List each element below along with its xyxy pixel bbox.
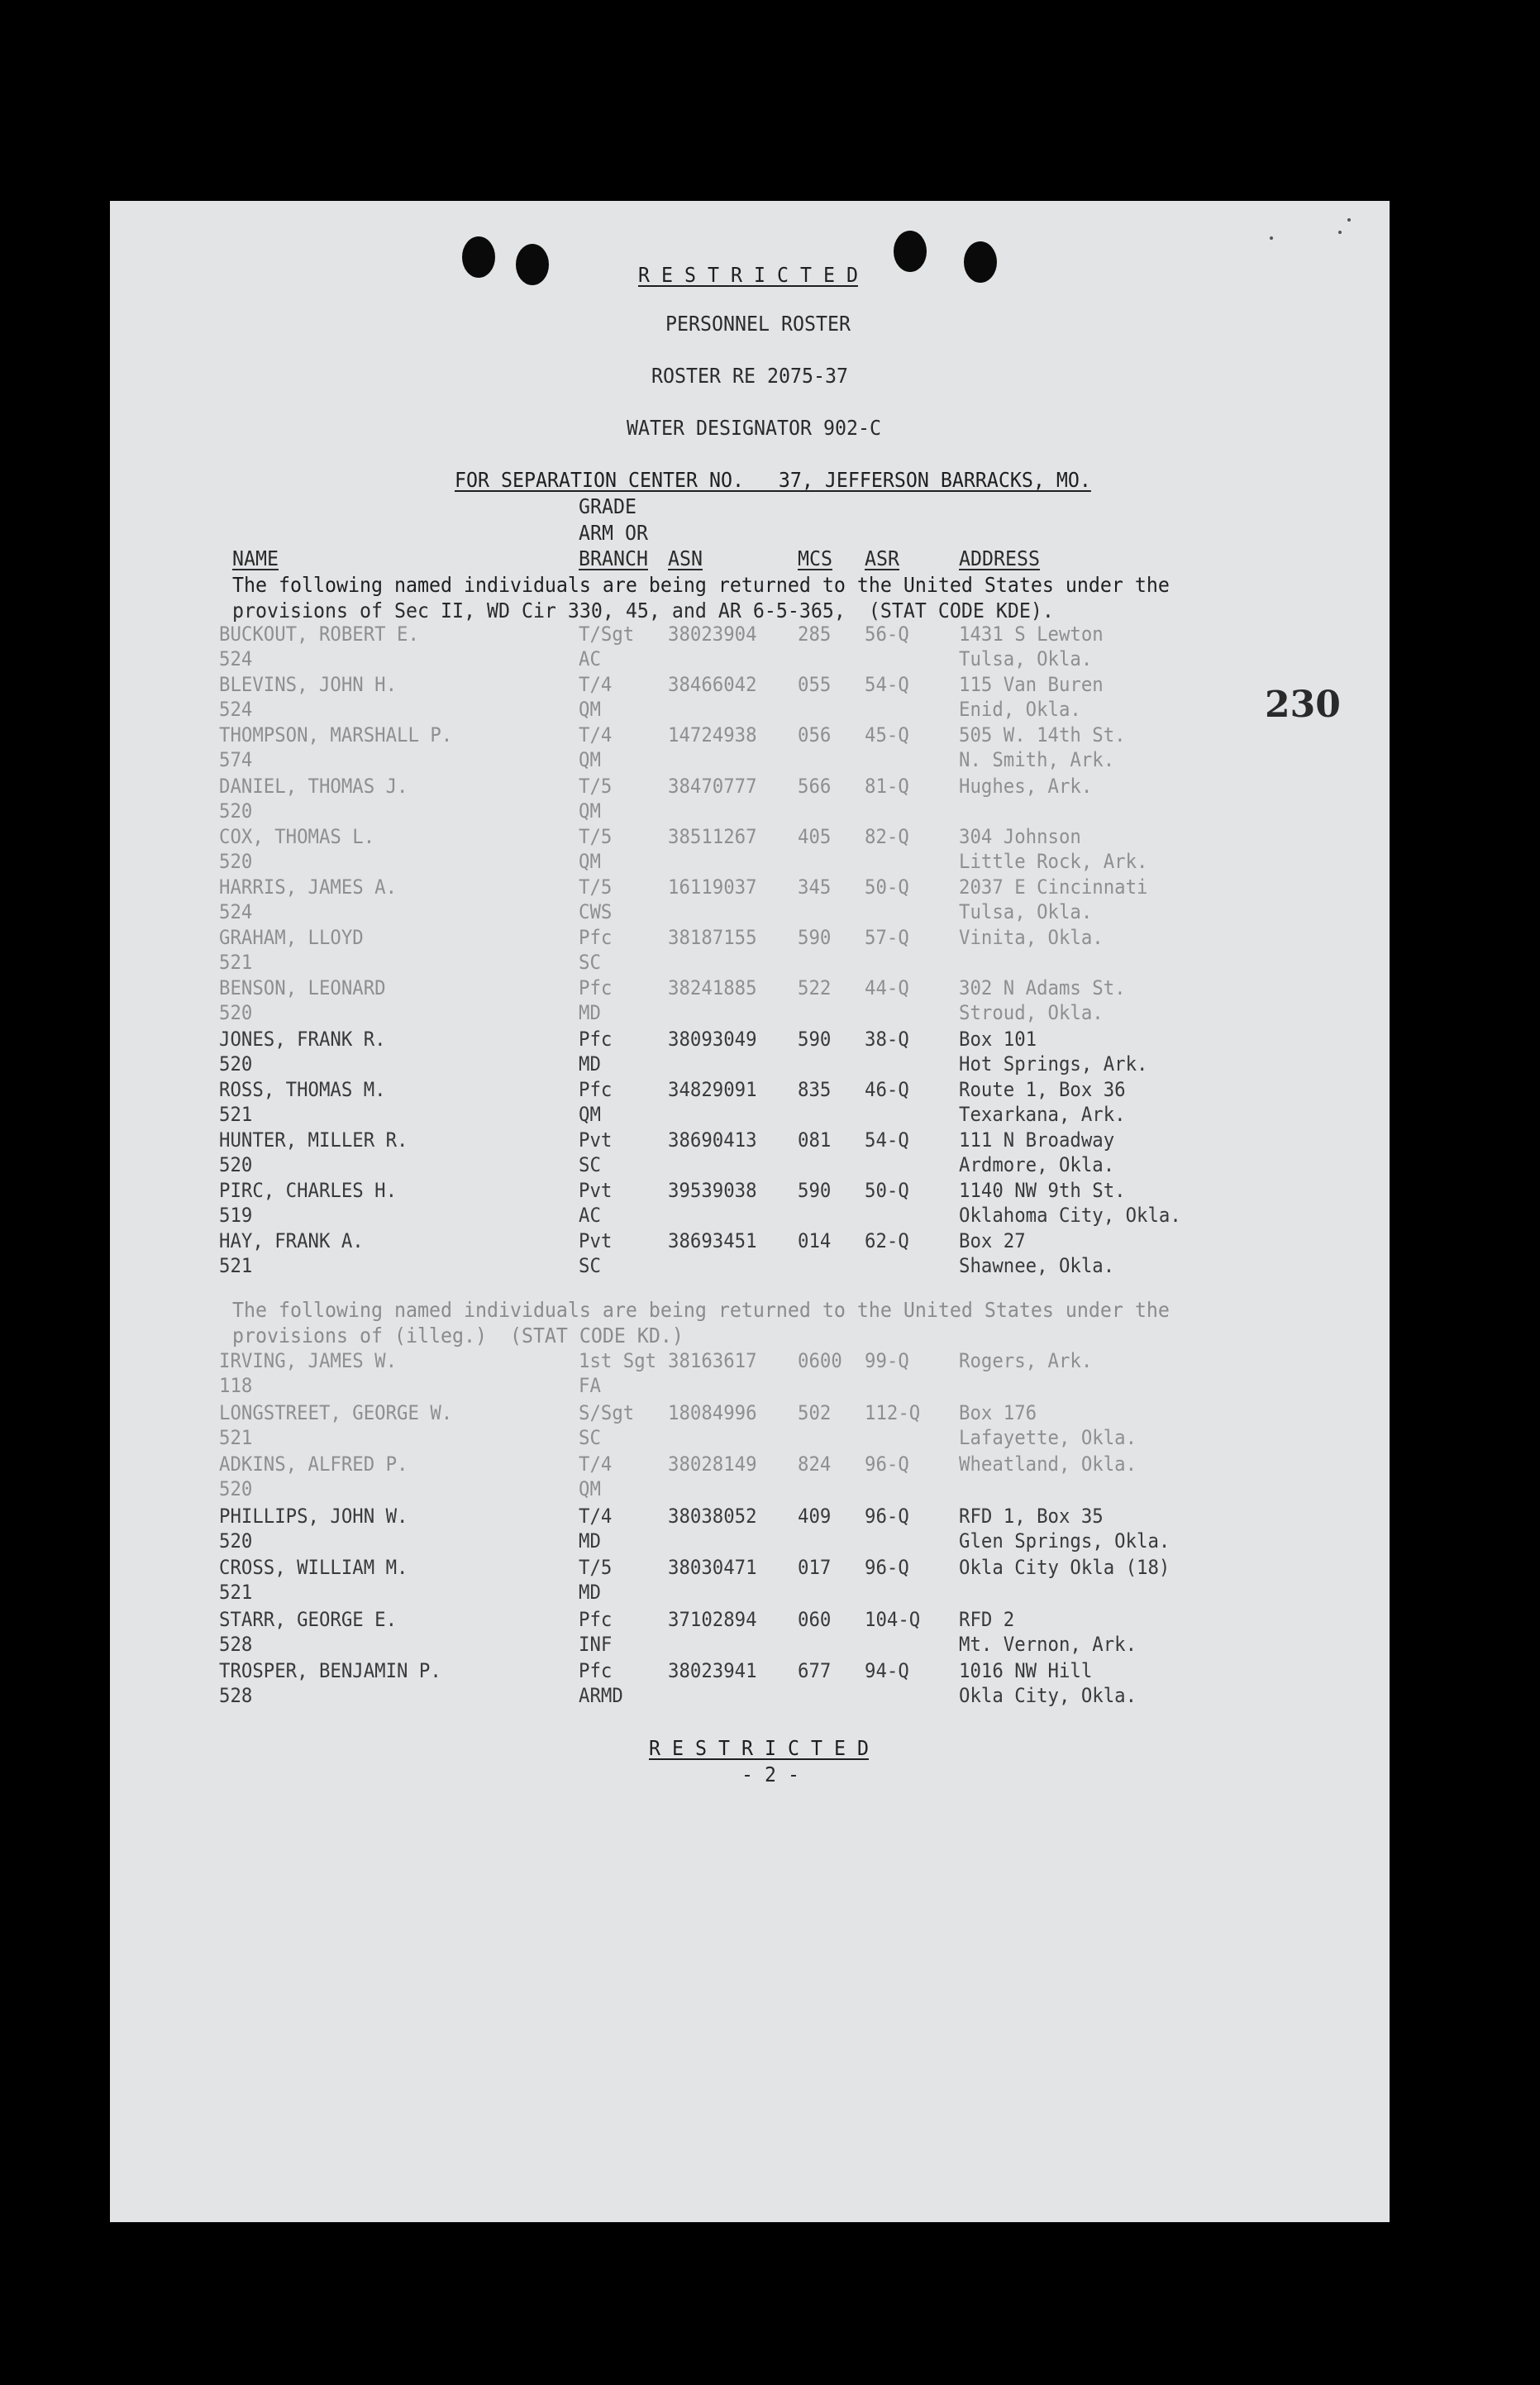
roster-title: PERSONNEL ROSTER (665, 312, 851, 336)
roster-grade: Pfc (579, 1027, 613, 1051)
roster-grade: T/4 (579, 673, 613, 697)
roster-address-line2: Shawnee, Okla. (959, 1254, 1115, 1278)
roster-asn: 38093049 (668, 1027, 757, 1051)
roster-address-line2: Okla City, Okla. (959, 1684, 1137, 1707)
roster-mcs: 405 (798, 824, 832, 848)
roster-branch: AC (579, 647, 601, 670)
roster-asr: 104-Q (865, 1607, 921, 1631)
roster-code: 528 (219, 1684, 253, 1707)
roster-address-line1: 2037 E Cincinnati (959, 875, 1148, 899)
roster-code: 520 (219, 1477, 253, 1500)
roster-code: 519 (219, 1204, 253, 1228)
roster-address-line1: 304 Johnson (959, 824, 1081, 848)
column-header-grade: GRADE (579, 494, 637, 518)
roster-asr: 57-Q (865, 926, 909, 950)
roster-address-line1: 1431 S Lewton (959, 622, 1104, 646)
roster-code: 118 (219, 1374, 253, 1397)
roster-branch: QM (579, 698, 601, 722)
roster-grade: T/5 (579, 774, 613, 798)
roster-branch: CWS (579, 900, 613, 923)
roster-asn: 38466042 (668, 673, 757, 697)
roster-branch: MD (579, 1529, 601, 1553)
group1-intro-line2: provisions of Sec II, WD Cir 330, 45, and AR 6-5-365, (STAT CODE KDE). (232, 599, 1054, 622)
roster-branch: ARMD (579, 1684, 623, 1707)
roster-asn: 38187155 (668, 926, 757, 950)
roster-name: HAY, FRANK A. (219, 1229, 364, 1253)
roster-address-line1: 505 W. 14th St. (959, 723, 1126, 747)
roster-address-line1: Wheatland, Okla. (959, 1452, 1137, 1476)
roster-asn: 16119037 (668, 875, 757, 899)
roster-grade: Pfc (579, 976, 613, 1000)
roster-branch: SC (579, 951, 601, 975)
roster-asn: 38163617 (668, 1349, 757, 1372)
restricted-heading-bottom: R E S T R I C T E D (649, 1736, 869, 1760)
roster-asn: 38028149 (668, 1452, 757, 1476)
roster-name: PIRC, CHARLES H. (219, 1179, 398, 1203)
roster-name: STARR, GEORGE E. (219, 1607, 398, 1631)
roster-branch: INF (579, 1632, 613, 1656)
roster-asn: 34829091 (668, 1077, 757, 1101)
punch-hole (516, 244, 549, 285)
roster-branch: MD (579, 1052, 601, 1076)
roster-grade: Pfc (579, 1077, 613, 1101)
roster-asr: 45-Q (865, 723, 909, 747)
roster-code: 520 (219, 849, 253, 873)
page-number-stamp: 230 (1265, 684, 1341, 726)
roster-grade: Pfc (579, 1659, 613, 1682)
roster-grade: 1st Sgt (579, 1349, 657, 1372)
roster-address-line1: Box 27 (959, 1229, 1026, 1253)
roster-branch: QM (579, 1102, 601, 1126)
roster-address-line2: Enid, Okla. (959, 698, 1081, 722)
roster-name: THOMPSON, MARSHALL P. (219, 723, 453, 747)
column-header-asn: ASN (668, 546, 703, 570)
roster-name: JONES, FRANK R. (219, 1027, 386, 1051)
roster-mcs: 285 (798, 622, 832, 646)
roster-asr: 46-Q (865, 1077, 909, 1101)
roster-asn: 18084996 (668, 1400, 757, 1424)
roster-name: LONGSTREET, GEORGE W. (219, 1400, 453, 1424)
roster-code: 520 (219, 1001, 253, 1025)
roster-address-line2: Glen Springs, Okla. (959, 1529, 1170, 1553)
roster-mcs: 345 (798, 875, 832, 899)
roster-address-line2: Little Rock, Ark. (959, 849, 1148, 873)
column-header-asr: ASR (865, 546, 899, 570)
roster-branch: AC (579, 1204, 601, 1228)
roster-asn: 38690413 (668, 1128, 757, 1152)
roster-asn: 38030471 (668, 1556, 757, 1579)
roster-address-line2: Oklahoma City, Okla. (959, 1204, 1181, 1228)
roster-address-line2: Mt. Vernon, Ark. (959, 1632, 1137, 1656)
group2-intro-line2: provisions of (illeg.) (STAT CODE KD.) (232, 1324, 684, 1348)
roster-grade: T/4 (579, 723, 613, 747)
roster-mcs: 017 (798, 1556, 832, 1579)
roster-address-line2: Ardmore, Okla. (959, 1153, 1115, 1176)
roster-address-line1: Box 101 (959, 1027, 1037, 1051)
roster-address-line1: Hughes, Ark. (959, 774, 1093, 798)
column-header-branch: BRANCH (579, 546, 648, 570)
roster-asn: 38023904 (668, 622, 757, 646)
roster-code: 521 (219, 1425, 253, 1449)
roster-address-line1: RFD 1, Box 35 (959, 1504, 1104, 1528)
roster-branch: SC (579, 1153, 601, 1176)
roster-branch: MD (579, 1581, 601, 1604)
roster-grade: T/5 (579, 875, 613, 899)
roster-address-line2: Tulsa, Okla. (959, 647, 1093, 670)
roster-name: BUCKOUT, ROBERT E. (219, 622, 419, 646)
roster-asn: 38511267 (668, 824, 757, 848)
roster-code: 524 (219, 647, 253, 670)
roster-grade: Pvt (579, 1179, 613, 1203)
roster-asr: 54-Q (865, 673, 909, 697)
roster-branch: SC (579, 1254, 601, 1278)
roster-name: BLEVINS, JOHN H. (219, 673, 398, 697)
roster-mcs: 055 (798, 673, 832, 697)
roster-asn: 38023941 (668, 1659, 757, 1682)
roster-code: 521 (219, 951, 253, 975)
roster-address-line1: 111 N Broadway (959, 1128, 1115, 1152)
roster-mcs: 590 (798, 926, 832, 950)
roster-address-line2: Texarkana, Ark. (959, 1102, 1126, 1126)
roster-address-line2: Stroud, Okla. (959, 1001, 1104, 1025)
roster-name: CROSS, WILLIAM M. (219, 1556, 408, 1579)
roster-branch: QM (579, 748, 601, 772)
punch-hole (894, 231, 927, 272)
roster-grade: T/5 (579, 1556, 613, 1579)
restricted-heading-top: R E S T R I C T E D (638, 263, 858, 287)
roster-grade: S/Sgt (579, 1400, 635, 1424)
roster-asr: 96-Q (865, 1504, 909, 1528)
roster-asr: 56-Q (865, 622, 909, 646)
roster-asr: 96-Q (865, 1452, 909, 1476)
roster-asr: 54-Q (865, 1128, 909, 1152)
roster-address-line1: Okla City Okla (18) (959, 1556, 1170, 1579)
roster-address-line1: Route 1, Box 36 (959, 1077, 1126, 1101)
document-page (110, 201, 1390, 2222)
roster-mcs: 824 (798, 1452, 832, 1476)
roster-asr: 99-Q (865, 1349, 909, 1372)
roster-asr: 112-Q (865, 1400, 921, 1424)
roster-number: ROSTER RE 2075-37 (651, 364, 848, 388)
roster-asr: 62-Q (865, 1229, 909, 1253)
group1-intro-line1: The following named individuals are being returned to the United States under the (232, 573, 1170, 597)
roster-grade: Pvt (579, 1128, 613, 1152)
roster-name: GRAHAM, LLOYD (219, 926, 364, 950)
roster-mcs: 566 (798, 774, 832, 798)
roster-mcs: 0600 (798, 1349, 842, 1372)
roster-address-line2: Tulsa, Okla. (959, 900, 1093, 923)
roster-asn: 14724938 (668, 723, 757, 747)
roster-address-line2: Hot Springs, Ark. (959, 1052, 1148, 1076)
roster-asr: 38-Q (865, 1027, 909, 1051)
roster-address-line1: Vinita, Okla. (959, 926, 1104, 950)
roster-branch: FA (579, 1374, 601, 1397)
column-header-address: ADDRESS (959, 546, 1040, 570)
roster-asn: 38038052 (668, 1504, 757, 1528)
roster-name: BENSON, LEONARD (219, 976, 386, 1000)
roster-code: 520 (219, 1529, 253, 1553)
separation-center-heading: FOR SEPARATION CENTER NO. 37, JEFFERSON BARRACKS, MO. (455, 468, 1091, 492)
roster-address-line1: 115 Van Buren (959, 673, 1104, 697)
roster-code: 520 (219, 1153, 253, 1176)
roster-branch: QM (579, 849, 601, 873)
roster-asn: 38470777 (668, 774, 757, 798)
roster-asr: 50-Q (865, 1179, 909, 1203)
water-designator: WATER DESIGNATOR 902-C (627, 416, 881, 440)
roster-asr: 94-Q (865, 1659, 909, 1682)
roster-code: 528 (219, 1632, 253, 1656)
roster-mcs: 081 (798, 1128, 832, 1152)
roster-mcs: 522 (798, 976, 832, 1000)
roster-mcs: 409 (798, 1504, 832, 1528)
roster-address-line1: 1016 NW Hill (959, 1659, 1093, 1682)
roster-name: IRVING, JAMES W. (219, 1349, 398, 1372)
roster-address-line1: Rogers, Ark. (959, 1349, 1093, 1372)
roster-asn: 38241885 (668, 976, 757, 1000)
roster-asr: 44-Q (865, 976, 909, 1000)
roster-name: HUNTER, MILLER R. (219, 1128, 408, 1152)
roster-mcs: 590 (798, 1179, 832, 1203)
roster-code: 521 (219, 1254, 253, 1278)
roster-address-line1: RFD 2 (959, 1607, 1015, 1631)
punch-hole (964, 241, 997, 283)
roster-code: 574 (219, 748, 253, 772)
roster-asn: 39539038 (668, 1179, 757, 1203)
roster-grade: Pfc (579, 1607, 613, 1631)
roster-grade: Pfc (579, 926, 613, 950)
roster-asr: 81-Q (865, 774, 909, 798)
roster-branch: QM (579, 799, 601, 823)
roster-branch: QM (579, 1477, 601, 1500)
roster-grade: T/Sgt (579, 622, 635, 646)
column-header-name: NAME (232, 546, 279, 570)
roster-code: 521 (219, 1102, 253, 1126)
roster-asn: 38693451 (668, 1229, 757, 1253)
column-header-mcs: MCS (798, 546, 832, 570)
roster-mcs: 590 (798, 1027, 832, 1051)
roster-name: HARRIS, JAMES A. (219, 875, 398, 899)
roster-name: TROSPER, BENJAMIN P. (219, 1659, 441, 1682)
roster-code: 521 (219, 1581, 253, 1604)
roster-grade: Pvt (579, 1229, 613, 1253)
roster-name: ROSS, THOMAS M. (219, 1077, 386, 1101)
roster-name: COX, THOMAS L. (219, 824, 375, 848)
column-header-arm-or: ARM OR (579, 521, 648, 545)
group2-intro-line1: The following named individuals are being returned to the United States under the (232, 1298, 1170, 1322)
roster-asr: 96-Q (865, 1556, 909, 1579)
roster-code: 524 (219, 900, 253, 923)
punch-hole (462, 236, 495, 278)
roster-asn: 37102894 (668, 1607, 757, 1631)
roster-branch: SC (579, 1425, 601, 1449)
roster-mcs: 060 (798, 1607, 832, 1631)
roster-address-line2: Lafayette, Okla. (959, 1425, 1137, 1449)
roster-asr: 82-Q (865, 824, 909, 848)
roster-code: 520 (219, 799, 253, 823)
roster-mcs: 502 (798, 1400, 832, 1424)
roster-code: 520 (219, 1052, 253, 1076)
roster-mcs: 835 (798, 1077, 832, 1101)
roster-name: PHILLIPS, JOHN W. (219, 1504, 408, 1528)
roster-address-line2: N. Smith, Ark. (959, 748, 1115, 772)
roster-address-line1: Box 176 (959, 1400, 1037, 1424)
roster-grade: T/4 (579, 1452, 613, 1476)
roster-asr: 50-Q (865, 875, 909, 899)
roster-mcs: 056 (798, 723, 832, 747)
roster-mcs: 677 (798, 1659, 832, 1682)
roster-grade: T/5 (579, 824, 613, 848)
roster-address-line1: 1140 NW 9th St. (959, 1179, 1126, 1203)
roster-grade: T/4 (579, 1504, 613, 1528)
roster-branch: MD (579, 1001, 601, 1025)
roster-code: 524 (219, 698, 253, 722)
page-footer-number: - 2 - (741, 1763, 799, 1786)
roster-name: ADKINS, ALFRED P. (219, 1452, 408, 1476)
roster-mcs: 014 (798, 1229, 832, 1253)
roster-address-line1: 302 N Adams St. (959, 976, 1126, 1000)
roster-name: DANIEL, THOMAS J. (219, 774, 408, 798)
